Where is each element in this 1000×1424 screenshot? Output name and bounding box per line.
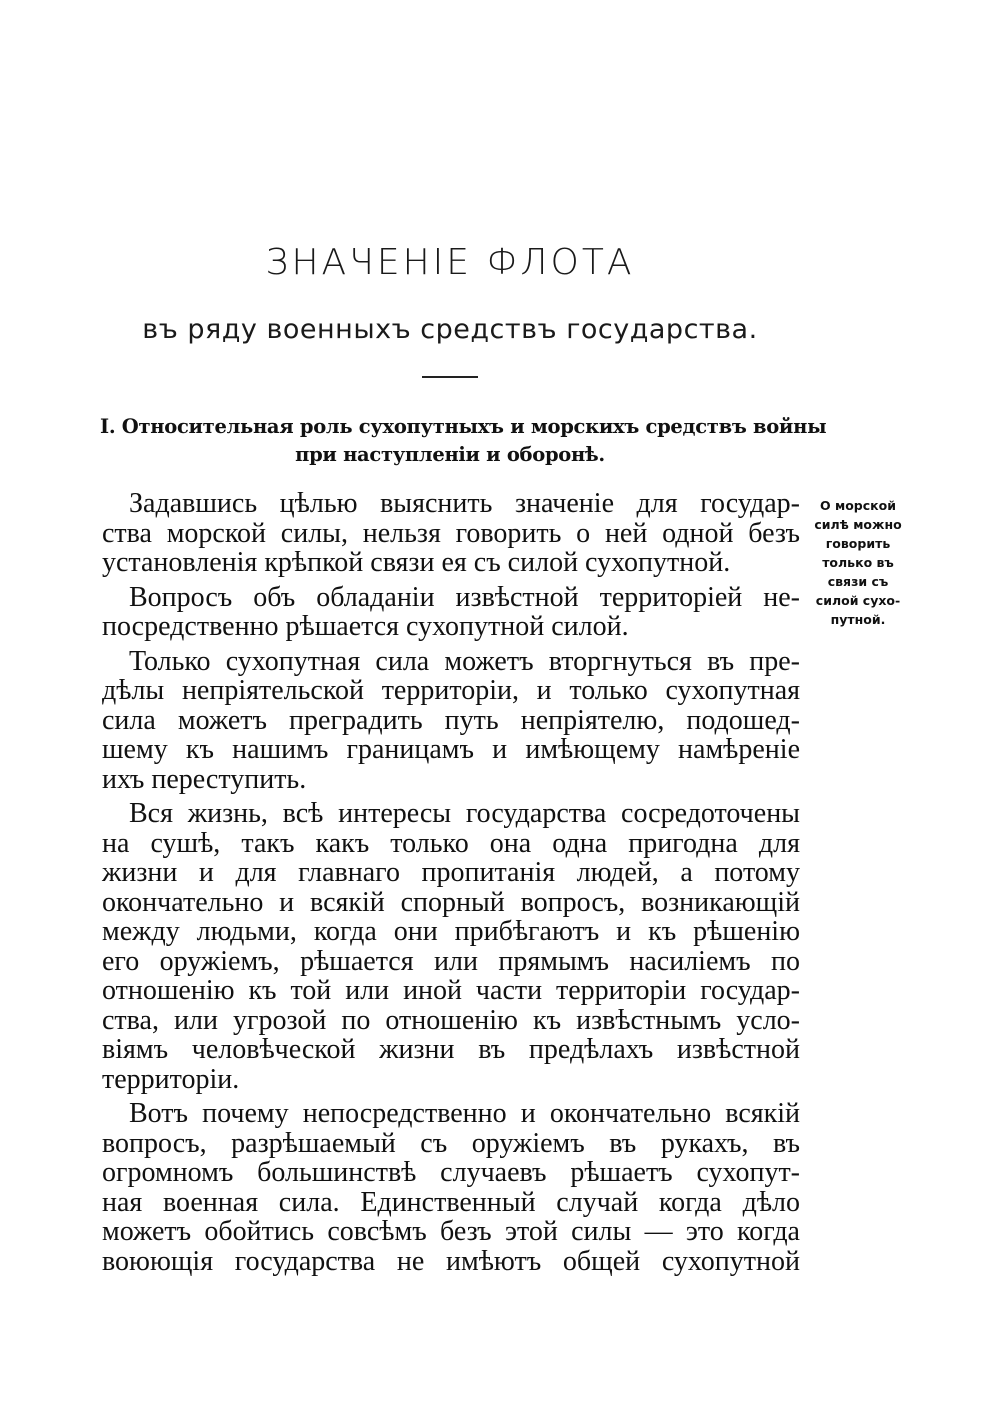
text-line: его оружіемъ, рѣшается или прямымъ насиліемъ по: [102, 945, 800, 977]
paragraph: [102, 583, 800, 642]
paragraph: [102, 489, 800, 578]
text-line: Только сухопутная сила можетъ вторгнуться въ пре-: [129, 645, 800, 677]
text-line: огромномъ большинствѣ случаевъ рѣшаетъ сухопут-: [102, 1157, 800, 1188]
text-line: жизни и для главнаго пропитанія людей, а потому: [102, 857, 800, 888]
margin-note: [806, 496, 910, 629]
text-line: віямъ человѣческой жизни въ предѣлахъ извѣстной: [102, 1034, 800, 1065]
page-subtitle: въ ряду военныхъ средствъ государства.: [142, 314, 758, 345]
text-line: ства, или угрозой по отношенію къ извѣстнымъ усло-: [102, 1004, 800, 1036]
paragraph: [102, 647, 800, 795]
text-line: Вотъ почему непосредственно и окончательно всякій: [129, 1098, 800, 1129]
text-line: ная военная сила. Единственный случай когда дѣло: [102, 1186, 800, 1218]
margin-note-line: говорить: [825, 536, 891, 551]
text-line: сила можетъ преградить путь непріятелю, подошед-: [102, 704, 800, 736]
body-text: [102, 489, 800, 1281]
margin-note-line: О морской: [820, 498, 896, 513]
text-line: дѣлы непріятельской территоріи, и только сухопутная: [102, 675, 800, 706]
page-title: ЗНАЧЕНІЕ ФЛОТА: [265, 242, 635, 283]
text-line: воюющія государства не имѣютъ общей сухопутной: [102, 1245, 800, 1277]
text-line: посредственно рѣшается сухопутной силой.: [102, 611, 629, 642]
margin-note-line: путной.: [830, 612, 886, 627]
text-line: Вся жизнь, всѣ интересы государства сосредоточены: [129, 798, 800, 829]
section-heading-line: при наступленіи и оборонѣ.: [295, 443, 605, 466]
text-line: окончательно и всякій спорный вопросъ, возникающій: [102, 886, 800, 918]
text-line: ихъ переступить.: [102, 763, 307, 795]
text-line: установленія крѣпкой связи ея съ силой сухопутной.: [102, 547, 731, 578]
text-line: отношенію къ той или иной части территоріи государ-: [102, 975, 800, 1006]
margin-note-line: силѣ можно: [814, 517, 902, 532]
text-line: между людьми, когда они прибѣгаютъ и къ рѣшенію: [102, 916, 800, 947]
text-line: Вопросъ объ обладаніи извѣстной территоріей не-: [129, 581, 800, 613]
text-line: можетъ обойтись совсѣмъ безъ этой силы — это когда: [102, 1216, 800, 1247]
paragraph: [102, 799, 800, 1094]
text-line: Задавшись цѣлью выяснить значеніе для государ-: [129, 488, 800, 519]
section-heading-line: I. Относительная роль сухопутныхъ и морскихъ средствъ войны: [100, 415, 827, 438]
text-line: на сушѣ, такъ какъ только она одна пригодна для: [102, 827, 800, 859]
paragraph: [102, 1099, 800, 1276]
text-line: территоріи.: [102, 1063, 240, 1095]
title-divider: [422, 376, 478, 378]
text-line: шему къ нашимъ границамъ и имѣющему намѣреніе: [102, 734, 800, 765]
margin-note-line: связи съ: [827, 574, 889, 589]
margin-note-line: силой сухо-: [815, 593, 901, 608]
margin-note-line: только въ: [822, 555, 894, 570]
text-line: ства морской силы, нельзя говорить о ней одной безъ: [102, 517, 800, 549]
text-line: вопросъ, разрѣшаемый съ оружіемъ въ рукахъ, въ: [102, 1127, 800, 1159]
section-heading: [100, 413, 827, 469]
